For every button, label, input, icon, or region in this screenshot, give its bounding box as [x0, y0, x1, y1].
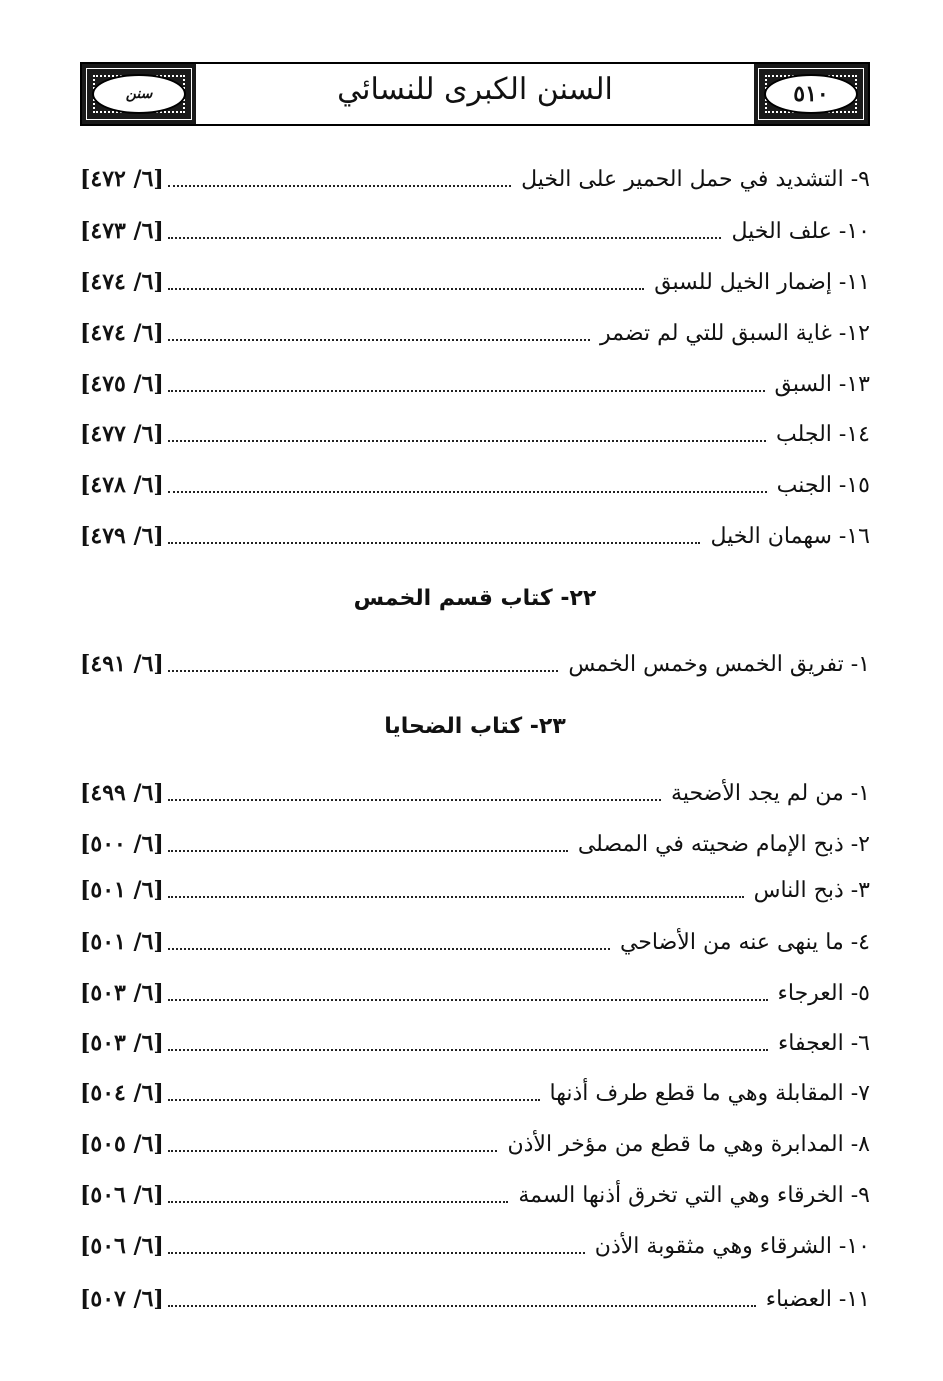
section-heading: ٢٣- كتاب الضحايا [384, 714, 566, 739]
entry-reference: [٦/ ٥٠٤] [80, 1080, 164, 1106]
toc-entry [80, 364, 870, 404]
toc-entry [80, 922, 870, 962]
toc-entry [80, 159, 870, 199]
toc-entry [80, 1175, 870, 1215]
entry-label: ٩- التشديد في حمل الحمير على الخيل [521, 166, 870, 192]
toc-entry [80, 313, 870, 353]
dot-leader [168, 948, 610, 950]
entry-reference: [٦/ ٤٩٩] [80, 780, 164, 806]
section-heading: ٢٢- كتاب قسم الخمس [353, 586, 597, 611]
entry-reference: [٦/ ٤٧٧] [80, 421, 164, 447]
toc-entry [80, 824, 870, 864]
entry-reference: [٦/ ٤٧٨] [80, 472, 164, 498]
toc-entry [80, 870, 870, 910]
dot-leader [168, 1049, 768, 1051]
entry-label: ١- تفريق الخمس وخمس الخمس [568, 651, 870, 677]
dot-leader [168, 799, 661, 801]
entry-label: ١٦- سهمان الخيل [710, 523, 870, 549]
entry-reference: [٦/ ٤٧٩] [80, 523, 164, 549]
toc-entry [80, 1073, 870, 1113]
toc-entry [80, 1279, 870, 1319]
entry-label: ١٥- الجنب [776, 472, 870, 498]
entry-reference: [٦/ ٤٧٤] [80, 320, 164, 346]
toc-entry [80, 211, 870, 251]
entry-label: ٥- العرجاء [777, 980, 870, 1006]
page-number: ٥١٠ [764, 74, 858, 114]
entry-reference: [٦/ ٤٩١] [80, 651, 164, 677]
dot-leader [168, 491, 767, 493]
entry-label: ١١- إضمار الخيل للسبق [654, 269, 870, 295]
entry-reference: [٦/ ٥٠٦] [80, 1233, 164, 1259]
dot-leader [168, 670, 559, 672]
dot-leader [168, 542, 701, 544]
entry-reference: [٦/ ٥٠١] [80, 877, 164, 903]
book-title: السنن الكبرى للنسائي [337, 72, 613, 107]
dot-leader [168, 1099, 540, 1101]
page-header [80, 62, 870, 126]
dot-leader [168, 185, 511, 187]
entry-reference: [٦/ ٤٧٢] [80, 166, 164, 192]
entry-label: ٣- ذبح الناس [753, 877, 870, 903]
entry-reference: [٦/ ٥٠٣] [80, 980, 164, 1006]
dot-leader [168, 999, 768, 1001]
toc-entry [80, 262, 870, 302]
entry-label: ٢- ذبح الإمام ضحيته في المصلى [577, 831, 870, 857]
entry-label: ١٢- غاية السبق للتي لم تضمر [600, 320, 870, 346]
dot-leader [168, 896, 744, 898]
entry-reference: [٦/ ٤٧٣] [80, 218, 164, 244]
entry-reference: [٦/ ٥٠٦] [80, 1182, 164, 1208]
entry-reference: [٦/ ٤٧٥] [80, 371, 164, 397]
entry-label: ١٠- علف الخيل [731, 218, 870, 244]
toc-entry [80, 973, 870, 1013]
header-ornament-right [754, 64, 868, 124]
toc-entry [80, 773, 870, 813]
entry-label: ٤- ما ينهى عنه من الأضاحي [619, 929, 870, 955]
dot-leader [168, 440, 766, 442]
dot-leader [168, 390, 765, 392]
entry-reference: [٦/ ٥٠٥] [80, 1131, 164, 1157]
entry-label: ٨- المدابرة وهي ما قطع من مؤخر الأذن [507, 1131, 870, 1157]
dot-leader [168, 1252, 585, 1254]
toc-entry [80, 414, 870, 454]
entry-reference: [٦/ ٤٧٤] [80, 269, 164, 295]
entry-reference: [٦/ ٥٠١] [80, 929, 164, 955]
entry-reference: [٦/ ٥٠٣] [80, 1030, 164, 1056]
entry-reference: [٦/ ٥٠٠] [80, 831, 164, 857]
dot-leader [168, 339, 590, 341]
dot-leader [168, 1150, 498, 1152]
entry-label: ١- من لم يجد الأضحية [671, 780, 870, 806]
dot-leader [168, 1305, 756, 1307]
entry-label: ٦- العجفاء [777, 1030, 870, 1056]
header-ornament-left [82, 64, 196, 124]
dot-leader [168, 1201, 509, 1203]
dot-leader [168, 850, 568, 852]
entry-reference: [٦/ ٥٠٧] [80, 1286, 164, 1312]
toc-entry [80, 465, 870, 505]
toc-entry [80, 1124, 870, 1164]
dot-leader [168, 288, 644, 290]
toc-entry [80, 1226, 870, 1266]
dot-leader [168, 237, 722, 239]
entry-label: ١٣- السبق [774, 371, 870, 397]
ornament-seal: سنن [92, 74, 186, 114]
toc-entry [80, 516, 870, 556]
entry-label: ١٠- الشرقاء وهي مثقوبة الأذن [594, 1233, 870, 1259]
toc-entry [80, 1023, 870, 1063]
entry-label: ١٤- الجلب [776, 421, 870, 447]
toc-entry [80, 644, 870, 684]
entry-label: ١١- العضباء [765, 1286, 870, 1312]
entry-label: ٩- الخرقاء وهي التي تخرق أذنها السمة [518, 1182, 870, 1208]
entry-label: ٧- المقابلة وهي ما قطع طرف أذنها [549, 1080, 870, 1106]
